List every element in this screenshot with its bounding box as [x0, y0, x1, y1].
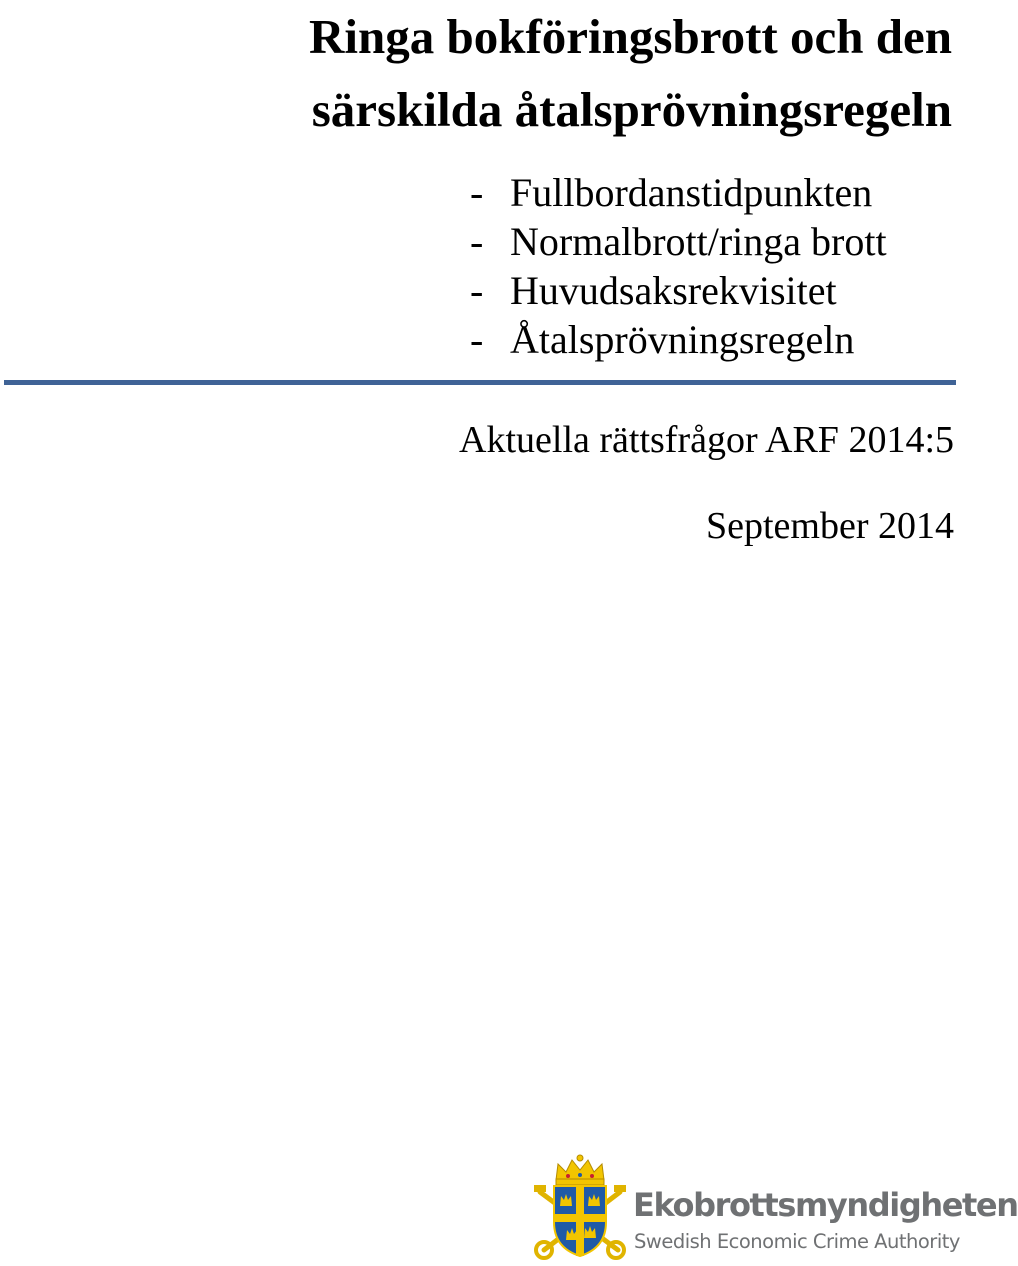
topic-label: Huvudsaksrekvisitet	[510, 268, 837, 313]
topic-item	[470, 315, 887, 364]
authority-name: Ekobrottsmyndigheten	[633, 1186, 1018, 1224]
authority-logo	[530, 1152, 1018, 1262]
topic-dash: -	[470, 317, 484, 362]
series-label: Aktuella rättsfrågor ARF 2014:5	[459, 419, 954, 461]
topic-list	[470, 168, 887, 364]
document-title	[52, 0, 952, 146]
swedish-crest-icon	[530, 1152, 630, 1262]
topic-dash: -	[470, 268, 484, 313]
title-line-1: Ringa bokföringsbrott och den	[308, 9, 952, 64]
divider-rule	[4, 380, 956, 385]
authority-name-english: Swedish Economic Crime Authority	[634, 1230, 960, 1253]
topic-label: Åtalsprövningsregeln	[510, 317, 855, 362]
title-line-2: särskilda åtalsprövningsregeln	[311, 82, 952, 137]
topic-label: Normalbrott/ringa brott	[510, 219, 887, 264]
topic-dash: -	[470, 219, 484, 264]
topic-label: Fullbordanstidpunkten	[510, 170, 873, 215]
publication-date: September 2014	[705, 505, 954, 547]
topic-dash: -	[470, 170, 484, 215]
topic-item	[470, 168, 887, 217]
topic-item	[470, 217, 887, 266]
topic-item	[470, 266, 887, 315]
